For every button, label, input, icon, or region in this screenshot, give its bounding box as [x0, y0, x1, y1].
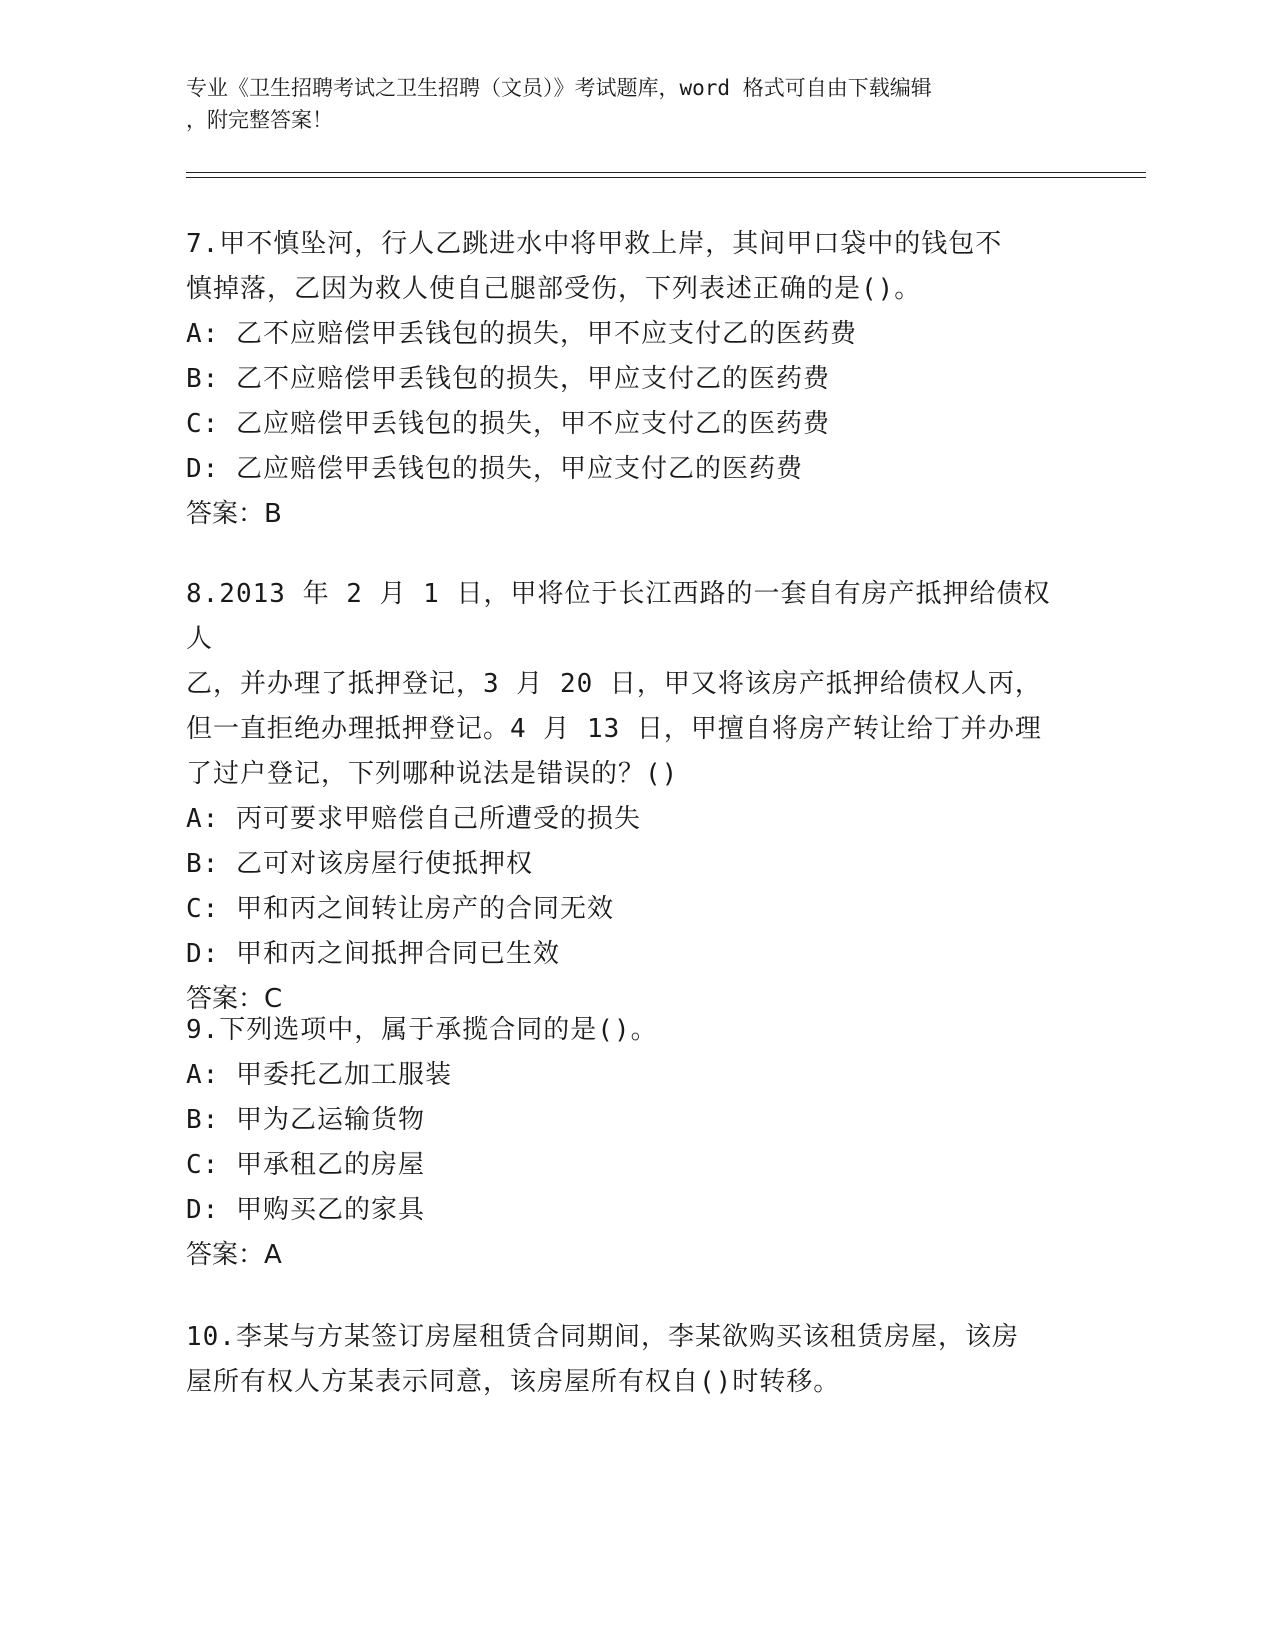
question-stem-line: 乙，并办理了抵押登记，3 月 20 日，甲又将该房产抵押给债权人丙， [186, 669, 1042, 699]
option-a: A: 甲委托乙加工服装 [186, 1060, 452, 1090]
option-c: C: 乙应赔偿甲丢钱包的损失，甲不应支付乙的医药费 [186, 409, 830, 439]
document-header [186, 72, 1066, 136]
option-a: A: 乙不应赔偿甲丢钱包的损失，甲不应支付乙的医药费 [186, 319, 857, 349]
option-d: D: 乙应赔偿甲丢钱包的损失，甲应支付乙的医药费 [186, 454, 803, 484]
question-8 [186, 572, 1076, 1022]
header-line-2: ，附完整答案！ [186, 108, 333, 132]
option-a: A: 丙可要求甲赔偿自己所遭受的损失 [186, 804, 641, 834]
answer: 答案：A [186, 1240, 282, 1270]
question-stem-line: 慎掉落，乙因为救人使自己腿部受伤，下列表述正确的是()。 [186, 274, 922, 304]
answer: 答案：B [186, 499, 282, 529]
option-b: B: 乙可对该房屋行使抵押权 [186, 849, 533, 879]
question-stem-line: 了过户登记，下列哪种说法是错误的？() [186, 759, 679, 789]
question-stem-line: 9.下列选项中，属于承揽合同的是()。 [186, 1015, 658, 1045]
question-stem-line: 屋所有权人方某表示同意，该房屋所有权自()时转移。 [186, 1367, 841, 1397]
header-rule-top [186, 172, 1146, 173]
header-line-1: 专业《卫生招聘考试之卫生招聘（文员）》考试题库，word 格式可自由下载编辑 [186, 76, 932, 100]
question-stem-line: 10.李某与方某签订房屋租赁合同期间，李某欲购买该租赁房屋，该房 [186, 1322, 1019, 1352]
question-stem-line: 8.2013 年 2 月 1 日，甲将位于长江西路的一套自有房产抵押给债权人 [186, 579, 1051, 654]
question-10 [186, 1315, 1076, 1405]
option-c: C: 甲和丙之间转让房产的合同无效 [186, 894, 614, 924]
option-b: B: 乙不应赔偿甲丢钱包的损失，甲应支付乙的医药费 [186, 364, 830, 394]
answer: 答案：C [186, 984, 283, 1014]
question-stem-line: 但一直拒绝办理抵押登记。4 月 13 日，甲擅自将房产转让给丁并办理 [186, 714, 1042, 744]
header-rule-bottom [186, 177, 1146, 178]
option-d: D: 甲和丙之间抵押合同已生效 [186, 939, 560, 969]
option-b: B: 甲为乙运输货物 [186, 1105, 425, 1135]
question-9 [186, 1008, 1076, 1278]
option-c: C: 甲承租乙的房屋 [186, 1150, 425, 1180]
question-7 [186, 222, 1076, 537]
question-stem-line: 7.甲不慎坠河，行人乙跳进水中将甲救上岸，其间甲口袋中的钱包不 [186, 229, 1003, 259]
option-d: D: 甲购买乙的家具 [186, 1195, 425, 1225]
